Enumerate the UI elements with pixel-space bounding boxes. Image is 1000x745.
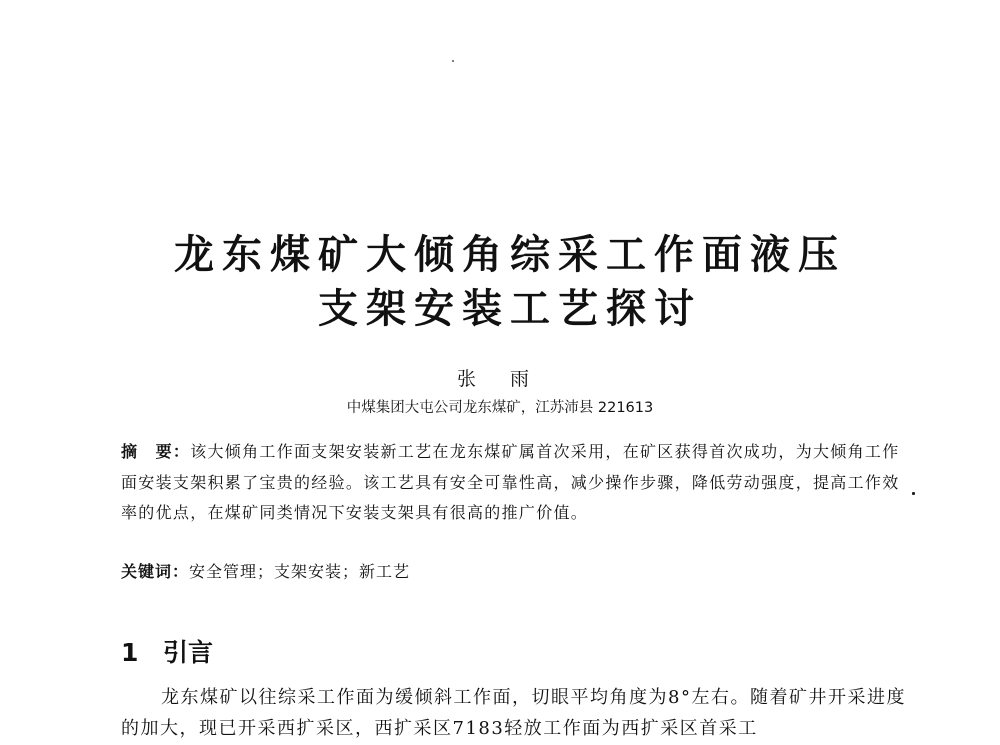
keywords [121, 559, 913, 582]
section-heading [121, 633, 213, 669]
abstract-text: 该大倾角工作面支架安装新工艺在龙东煤矿属首次采用，在矿区获得首次成功，为大倾角工作面安装支架积累了宝贵的经验。该工艺具有安全可靠性高，减少操作步骤，降低劳动强度，提高工作效率的优点，在煤矿同类情况下安装支架具有很高的推广价值。 [121, 442, 900, 522]
abstract-label: 摘 要： [121, 442, 191, 461]
section-title: 引言 [163, 638, 214, 667]
paper-title-line-1: 龙东煤矿大倾角综采工作面液压 [174, 232, 846, 278]
author-name: 张 雨 [456, 368, 544, 390]
paper-title-line-2: 支架安装工艺探讨 [318, 286, 702, 332]
abstract [121, 437, 913, 529]
section-number: 1 [121, 638, 139, 667]
body-paragraph: 龙东煤矿以往综采工作面为缓倾斜工作面，切眼平均角度为8°左右。随着矿井开采进度的加大，现已开采西扩采区，西扩采区7183轻放工作面为西扩采区首采工 [121, 687, 906, 739]
author-affiliation: 中煤集团大屯公司龙东煤矿，江苏沛县 221613 [346, 400, 654, 416]
keywords-text: 安全管理；支架安装；新工艺 [189, 562, 411, 581]
scan-speck [452, 60, 454, 62]
keywords-label: 关键词： [121, 562, 190, 581]
